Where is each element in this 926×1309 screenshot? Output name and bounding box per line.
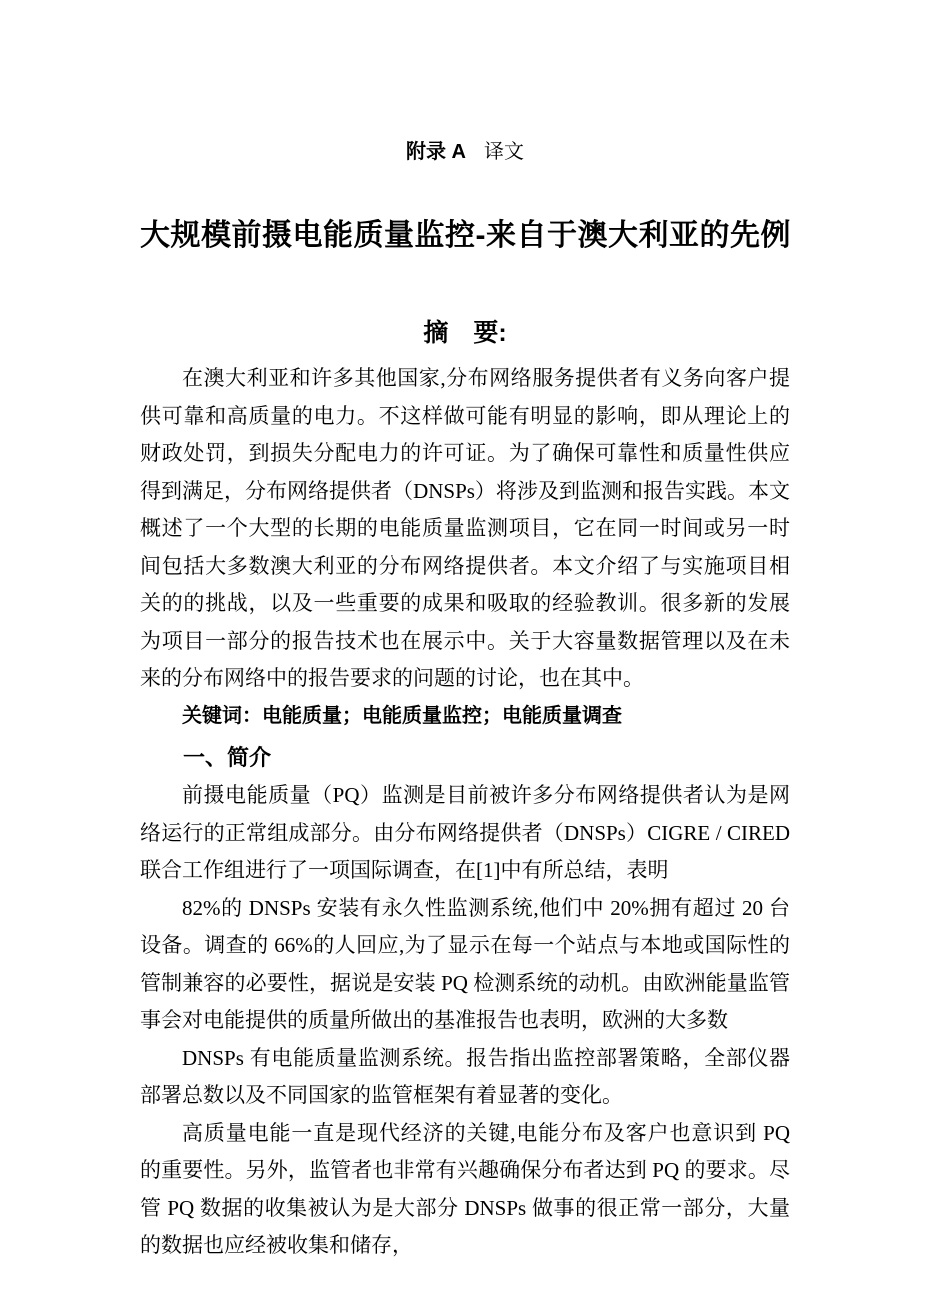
intro-paragraph-1: 前摄电能质量（PQ）监测是目前被许多分布网络提供者认为是网络运行的正常组成部分。由分布网络提供者（DNSPs）CIGRE / CIRED 联合工作组进行了一项国际调查，在[1]中有所总结，表明 [140, 783, 790, 882]
intro-paragraph-3: DNSPs 有电能质量监测系统。报告指出监控部署策略，全部仪器部署总数以及不同国家的监管框架有着显著的变化。 [140, 1045, 790, 1107]
intro-paragraph-2: 82%的 DNSPs 安装有永久性监测系统,他们中 20%拥有超过 20 台设备。调查的 66%的人回应,为了显示在每一个站点与本地或国际性的管制兼容的必要性，据说是安装 PQ 检测系统的动机。由欧洲能量监管事会对电能提供的质量所做出的基准报告也表明，欧洲的大多数 [140, 895, 790, 1032]
intro-paragraph-4: 高质量电能一直是现代经济的关键,电能分布及客户也意识到 PQ 的重要性。另外，监管者也非常有兴趣确保分布者达到 PQ 的要求。尽管 PQ 数据的收集被认为是大部分 DNSPs 做事的很正常一部分，大量的数据也应经被收集和储存， [140, 1120, 790, 1257]
section-1-heading: 一、简介 [183, 745, 272, 770]
document-title: 大规模前摄电能质量监控-来自于澳大利亚的先例 [140, 219, 791, 252]
appendix-label: 附录 A [406, 141, 466, 163]
appendix-subtitle: 译文 [484, 141, 524, 163]
abstract-heading: 摘 要: [423, 319, 507, 347]
abstract-paragraph: 在澳大利亚和许多其他国家,分布网络服务提供者有义务向客户提供可靠和高质量的电力。不这样做可能有明显的影响，即从理论上的财政处罚，到损失分配电力的许可证。为了确保可靠性和质量性供应得到满足，分布网络提供者（DNSPs）将涉及到监测和报告实践。本文概述了一个大型的长期的电能质量监测项目，它在同一时间或另一时间包括大多数澳大利亚的分布网络提供者。本文介绍了与实施项目相关的的挑战，以及一些重要的成果和吸取的经验教训。很多新的发展为项目一部分的报告技术也在展示中。关于大容量数据管理以及在未来的分布网络中的报告要求的问题的讨论，也在其中。 [140, 366, 790, 690]
appendix-heading [140, 138, 790, 166]
keywords-line: 关键词：电能质量；电能质量监控；电能质量调查 [182, 704, 622, 727]
